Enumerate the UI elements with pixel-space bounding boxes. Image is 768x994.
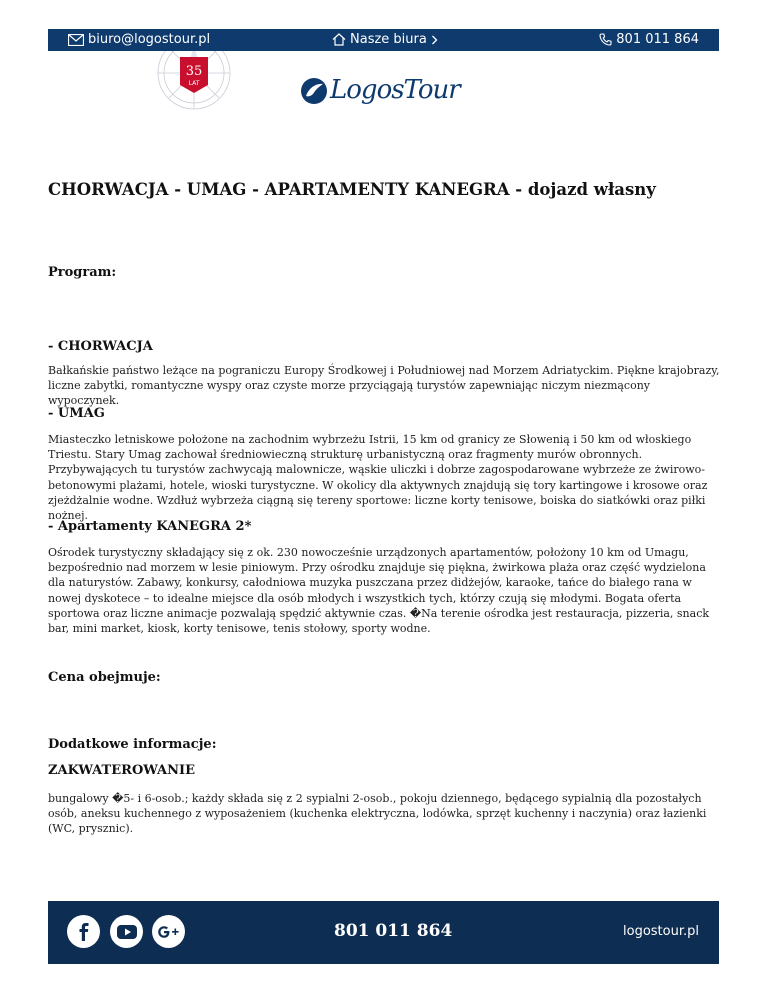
info-heading: Dodatkowe informacje: <box>48 737 217 752</box>
accommodation-text: bungalowy �5- i 6-osob.; każdy składa się z 2 sypialni 2-osob., pokoju dziennego, będącego sypialnią dla pozostałych osób, aneksu kuchennego z wyposażeniem (kuchenka elektryczna, lodówka, sprzęt kuchenny i naczynia) oraz łazienki (WC, prysznic). <box>48 792 707 836</box>
section-chorwacja-heading: - CHORWACJA <box>48 339 153 354</box>
price-heading: Cena obejmuje: <box>48 670 161 685</box>
footer-website-link[interactable]: logostour.pl <box>623 924 699 939</box>
accommodation-heading: ZAKWATEROWANIE <box>48 763 195 778</box>
phone-icon <box>599 33 612 46</box>
badge-text: LAT <box>188 80 200 87</box>
section-umag-text: Miasteczko letniskowe położone na zachodnim wybrzeżu Istrii, 15 km od granicy ze Słowenią i 50 km od włoskiego Triestu. Stary Umag zachował średniowieczną strukturę urbanistyczną oraz fragmenty murów obronnych. Przybywających tu turystów zachwycają malownicze, wąskie uliczki i dobrze zagospodarowane wybrzeże ze żwirowo-betonowymi plażami, hotele, wioski turystyczne. W okolicy dla aktywnych znajdują się tory kartingowe i krosowe oraz zjeżdżalnie wodne. Wzdłuż wybrzeża ciągną się tereny sportowe: liczne korty tenisowe, boiska do siatkówki oraz piłki nożnej. <box>48 433 708 523</box>
top-contact-bar <box>48 29 719 51</box>
phone-link[interactable] <box>599 32 699 47</box>
facebook-icon[interactable] <box>67 915 100 948</box>
anniversary-badge <box>150 51 238 111</box>
phone-text: 801 011 864 <box>616 32 699 47</box>
email-link[interactable] <box>68 32 210 47</box>
logostour-logo[interactable] <box>300 75 460 111</box>
section-umag-heading: - UMAG <box>48 406 105 421</box>
footer-phone[interactable]: 801 011 864 <box>334 921 453 941</box>
footer <box>48 901 719 964</box>
home-icon <box>332 33 346 46</box>
section-kanegra-heading: - Apartamenty KANEGRA 2* <box>48 519 252 534</box>
program-heading: Program: <box>48 265 117 280</box>
section-chorwacja-text: Bałkańskie państwo leżące na pograniczu Europy Środkowej i Południowej nad Morzem Adriatyckim. Piękne krajobrazy, liczne zabytki, romantyczne wyspy oraz czyste morze przyciągają turystów zapewniając niczym niezmącony wypoczynek. <box>48 364 720 408</box>
envelope-icon <box>68 34 84 46</box>
badge-number: 35 <box>185 64 203 79</box>
youtube-icon[interactable] <box>110 915 143 948</box>
logo-leaf-icon <box>300 77 328 109</box>
page-title: CHORWACJA - UMAG - APARTAMENTY KANEGRA - dojazd własny <box>48 180 656 199</box>
offices-text: Nasze biura <box>350 32 427 47</box>
email-text: biuro@logostour.pl <box>88 32 211 47</box>
google-plus-icon[interactable] <box>152 915 185 948</box>
logo-wordmark: LogosTour <box>330 75 460 105</box>
chevron-right-icon <box>431 35 438 45</box>
offices-link[interactable] <box>332 32 438 47</box>
section-kanegra-text: Ośrodek turystyczny składający się z ok. 230 nowocześnie urządzonych apartamentów, położony 10 km od Umagu, bezpośrednio nad morzem w lesie piniowym. Przy ośrodku znajduje się piękna, żwirkowa plaża oraz część wydzielona dla naturystów. Zabawy, konkursy, całodniowa muzyka puszczana przez didżejów, karaoke, tańce do białego rana w nowej dyskotece – to idealne miejsce dla osób młodych i wszystkich tych, którzy czują się młodymi. Bogata oferta sportowa oraz liczne animacje pozwalają spędzić aktywnie czas. �Na terenie ośrodka jest restauracja, pizzeria, snack bar, mini market, kiosk, korty tenisowe, tenis stołowy, sporty wodne. <box>48 546 710 636</box>
